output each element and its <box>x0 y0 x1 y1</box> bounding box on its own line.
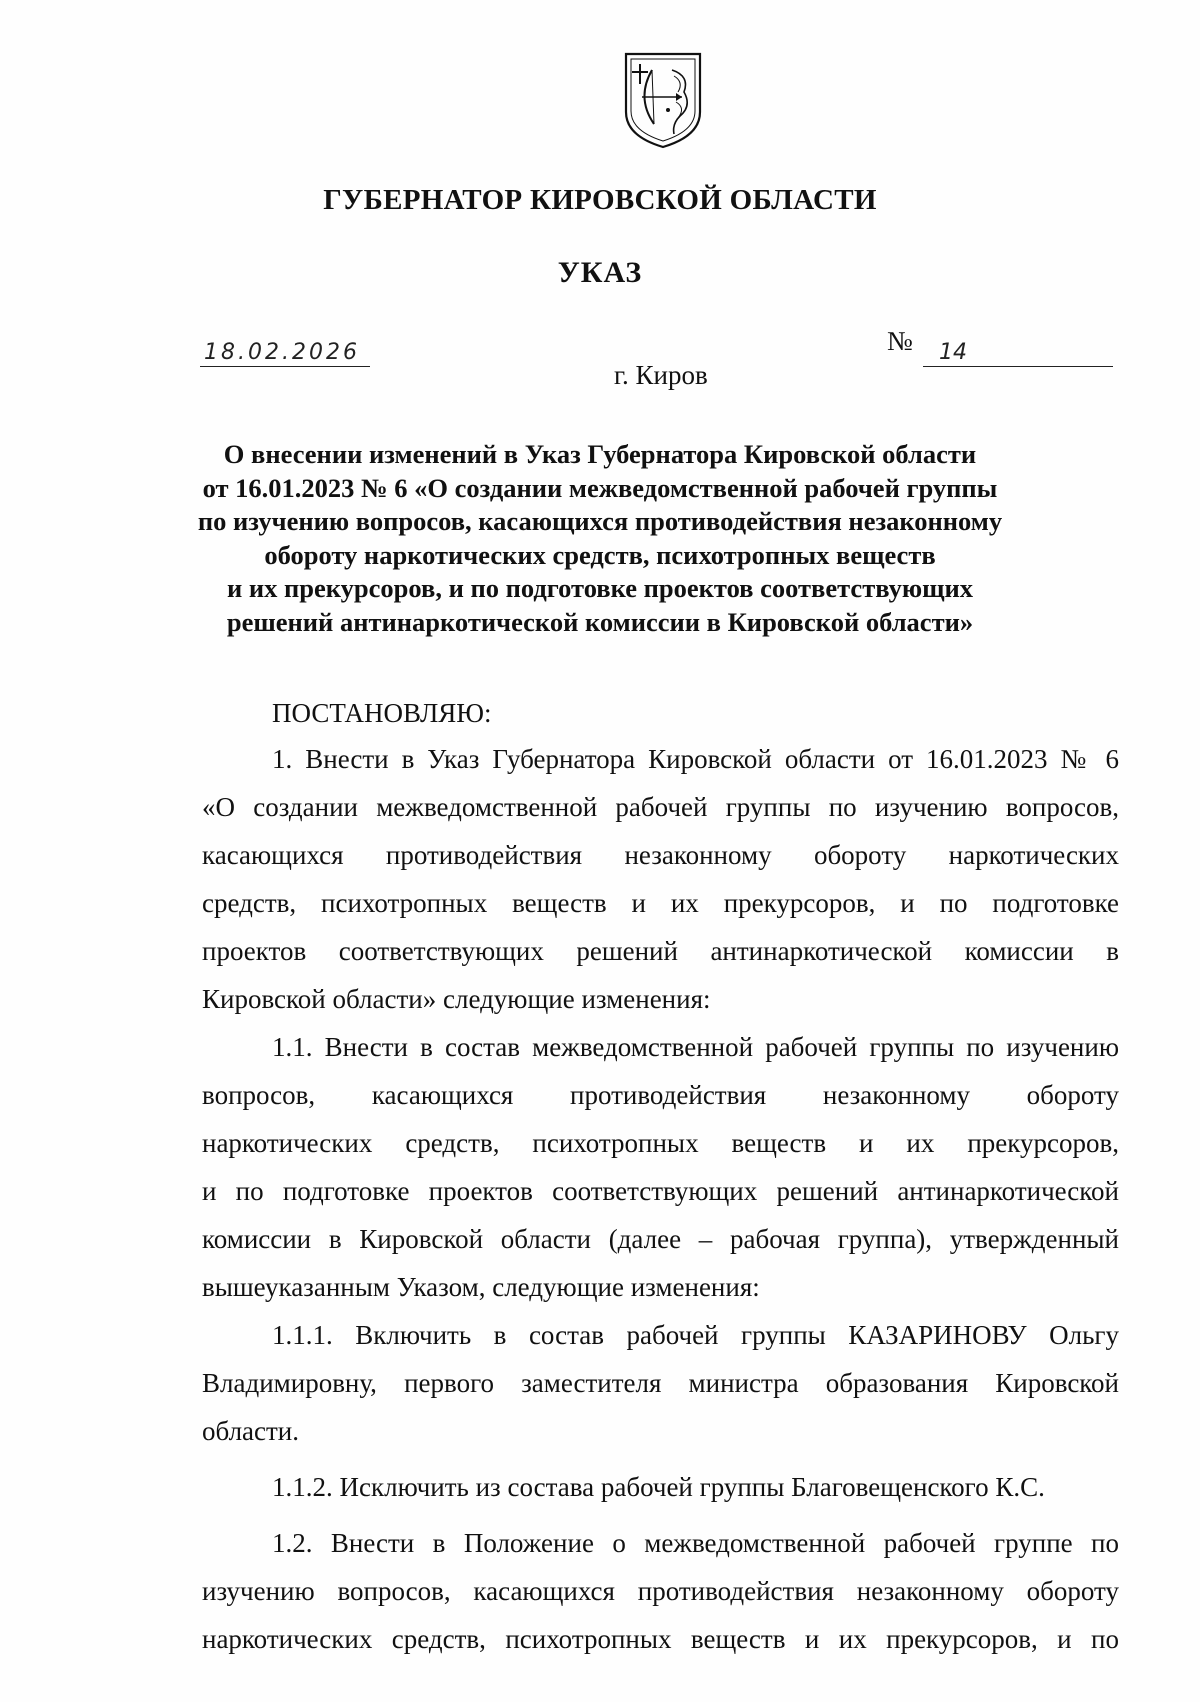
body-line: «О создании межведомственной рабочей группы по изучению вопросов, <box>202 792 1119 822</box>
decree-word: ПОСТАНОВЛЯЮ: <box>272 698 492 728</box>
document-type: УКАЗ <box>557 256 643 289</box>
date-handwritten: 18.02.2026 <box>204 340 360 365</box>
heading-line: от 16.01.2023 № 6 «О создании межведомственной рабочей группы <box>202 472 998 503</box>
body-line: и по подготовке проектов соответствующих решений антинаркотической <box>202 1176 1119 1206</box>
heading-line: О внесении изменений в Указ Губернатора Кировской области <box>223 439 977 469</box>
body-line: 1.1. Внести в состав межведомственной рабочей группы по изучению <box>272 1032 1119 1062</box>
coat-of-arms-icon <box>622 50 704 150</box>
number-label: № <box>887 326 913 356</box>
heading-line: и их прекурсоров, и по подготовке проектов соответствующих <box>226 573 974 603</box>
body-line: Кировской области» следующие изменения: <box>202 984 711 1014</box>
body-line: комиссии в Кировской области (далее – рабочая группа), утвержденный <box>202 1224 1119 1254</box>
body-line: 1. Внести в Указ Губернатора Кировской области от 16.01.2023 № 6 <box>272 744 1119 774</box>
body-line: наркотических средств, психотропных веществ и их прекурсоров, <box>202 1128 1119 1158</box>
body-line: средств, психотропных веществ и их прекурсоров, и по подготовке <box>202 888 1119 918</box>
body-line: Владимировну, первого заместителя министра образования Кировской <box>202 1368 1119 1398</box>
city: г. Киров <box>614 360 708 390</box>
body-line: 1.2. Внести в Положение о межведомственной рабочей группе по <box>272 1528 1119 1558</box>
body-line: 1.1.2. Исключить из состава рабочей группы Благовещенского К.С. <box>272 1472 1045 1502</box>
body-line: вопросов, касающихся противодействия незаконному обороту <box>202 1080 1119 1110</box>
number-handwritten: 14 <box>939 340 967 365</box>
body-line: области. <box>202 1416 300 1446</box>
body-line: наркотических средств, психотропных веществ и их прекурсоров, и по <box>202 1624 1119 1654</box>
heading-line: решений антинаркотической комиссии в Кировской области» <box>226 606 974 637</box>
body-line: 1.1.1. Включить в состав рабочей группы КАЗАРИНОВУ Ольгу <box>272 1320 1119 1350</box>
body-line: вышеуказанным Указом, следующие изменения: <box>202 1272 760 1302</box>
date-field <box>200 336 370 367</box>
issuing-authority: ГУБЕРНАТОР КИРОВСКОЙ ОБЛАСТИ <box>323 184 877 216</box>
body-line: изучению вопросов, касающихся противодействия незаконному обороту <box>202 1576 1119 1606</box>
decree-heading <box>130 438 1070 639</box>
body-line: проектов соответствующих решений антинаркотической комиссии в <box>202 936 1119 966</box>
heading-line: по изучению вопросов, касающихся противодействия незаконному <box>197 506 1003 536</box>
number-field <box>923 336 1113 367</box>
body-line: касающихся противодействия незаконному обороту наркотических <box>202 840 1119 870</box>
heading-line: обороту наркотических средств, психотропных веществ <box>264 539 936 570</box>
